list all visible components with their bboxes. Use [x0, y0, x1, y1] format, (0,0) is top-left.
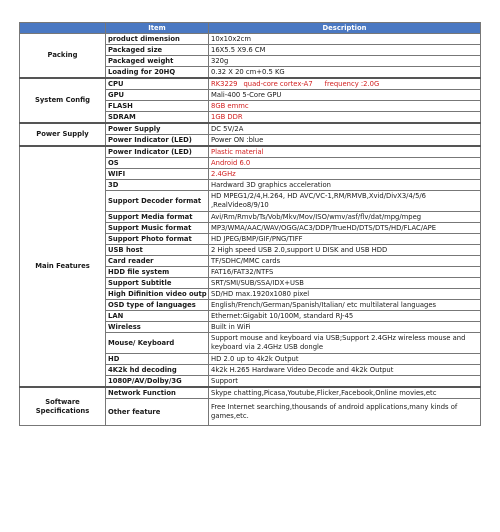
table-row: [20, 387, 481, 399]
item-value: English/French/German/Spanish/Italian/ etc multilateral languages: [209, 300, 481, 311]
header-blank: [20, 23, 106, 34]
item-label: Support Music format: [106, 223, 209, 234]
item-value: HD JPEG/BMP/GIF/PNG/TIFF: [209, 234, 481, 245]
item-value: 0.32 X 20 cm+0.5 KG: [209, 67, 481, 79]
item-value: Support: [209, 376, 481, 388]
item-label: LAN: [106, 311, 209, 322]
item-label: Packaged weight: [106, 56, 209, 67]
table-row: [20, 34, 481, 45]
item-label: Support Photo format: [106, 234, 209, 245]
item-value: Skype chatting,Picasa,Youtube,Flicker,Facebook,Online movies,etc: [209, 387, 481, 399]
table-row: [20, 78, 481, 90]
item-value: HD 2.0 up to 4k2k Output: [209, 354, 481, 365]
item-value: Free Internet searching,thousands of android applications,many kinds of games,etc.: [209, 399, 481, 426]
item-label: USB host: [106, 245, 209, 256]
item-label: Loading for 20HQ: [106, 67, 209, 79]
item-label: Other feature: [106, 399, 209, 426]
item-label: HDD file system: [106, 267, 209, 278]
item-label: Packaged size: [106, 45, 209, 56]
table-row: [20, 123, 481, 135]
category-software-specifications: Software Specifications: [20, 387, 106, 426]
item-value: Hardward 3D graphics acceleration: [209, 180, 481, 191]
category-system-config: System Config: [20, 78, 106, 123]
item-value: Support mouse and keyboard via USB;Support 2.4GHz wireless mouse and keyboard via 2.4GHz USB dongle: [209, 333, 481, 354]
item-value: 16X5.5 X9.6 CM: [209, 45, 481, 56]
item-label: Support Subtitle: [106, 278, 209, 289]
item-value: [209, 78, 481, 90]
item-label: HD: [106, 354, 209, 365]
table-row: [20, 146, 481, 158]
item-value: Avi/Rm/Rmvb/Ts/Vob/Mkv/Mov/ISO/wmv/asf/flv/dat/mpg/mpeg: [209, 212, 481, 223]
item-label: WIFI: [106, 169, 209, 180]
header-item: Item: [106, 23, 209, 34]
item-value: 1GB DDR: [209, 112, 481, 124]
header-description: Description: [209, 23, 481, 34]
item-value: Android 6.0: [209, 158, 481, 169]
item-label: Wireless: [106, 322, 209, 333]
item-value: SRT/SMI/SUB/SSA/IDX+USB: [209, 278, 481, 289]
item-label: OSD type of languages: [106, 300, 209, 311]
item-value: SD/HD max.1920x1080 pixel: [209, 289, 481, 300]
item-label: Card reader: [106, 256, 209, 267]
item-value: 2.4GHz: [209, 169, 481, 180]
item-label: Support Media format: [106, 212, 209, 223]
item-label: High Difinition video outp: [106, 289, 209, 300]
item-label: FLASH: [106, 101, 209, 112]
item-label: product dimension: [106, 34, 209, 45]
item-value: TF/SDHC/MMC cards: [209, 256, 481, 267]
item-value: 10x10x2cm: [209, 34, 481, 45]
item-label: Network Function: [106, 387, 209, 399]
item-value: FAT16/FAT32/NTFS: [209, 267, 481, 278]
table-header-row: [20, 23, 481, 34]
cpu-cores: quad-core cortex-A7: [243, 79, 313, 88]
item-label: Mouse/ Keyboard: [106, 333, 209, 354]
item-value: Mali-400 5-Core GPU: [209, 90, 481, 101]
cpu-frequency: frequency :2.0G: [324, 79, 380, 88]
item-label: CPU: [106, 78, 209, 90]
item-label: 4K2k hd decoding: [106, 365, 209, 376]
item-label: OS: [106, 158, 209, 169]
item-value: DC 5V/2A: [209, 123, 481, 135]
category-main-features: Main Features: [20, 146, 106, 387]
item-value: Plastic material: [209, 146, 481, 158]
item-value: HD MPEG1/2/4,H.264, HD AVC/VC-1,RM/RMVB,Xvid/DivX3/4/5/6 ,RealVideo8/9/10: [209, 191, 481, 212]
spec-table: [19, 22, 481, 426]
item-label: SDRAM: [106, 112, 209, 124]
item-label: Power Indicator (LED): [106, 146, 209, 158]
item-value: MP3/WMA/AAC/WAV/OGG/AC3/DDP/TrueHD/DTS/DTS/HD/FLAC/APE: [209, 223, 481, 234]
item-value: Power ON :blue: [209, 135, 481, 147]
item-label: GPU: [106, 90, 209, 101]
item-value: 2 High speed USB 2.0,support U DISK and USB HDD: [209, 245, 481, 256]
item-label: Power Supply: [106, 123, 209, 135]
item-label: 3D: [106, 180, 209, 191]
cpu-chip: RK3229: [211, 79, 238, 88]
category-power-supply: Power Supply: [20, 123, 106, 146]
item-label: Power Indicator (LED): [106, 135, 209, 147]
item-value: Built in WiFi: [209, 322, 481, 333]
item-value: 320g: [209, 56, 481, 67]
item-label: 1080P/AV/Dolby/3G: [106, 376, 209, 388]
item-label: Support Decoder format: [106, 191, 209, 212]
item-value: Ethernet:Gigabit 10/100M, standard RJ-45: [209, 311, 481, 322]
item-value: 4k2k H.265 Hardware Video Decode and 4k2k Output: [209, 365, 481, 376]
item-value: 8GB emmc: [209, 101, 481, 112]
category-packing: Packing: [20, 34, 106, 79]
